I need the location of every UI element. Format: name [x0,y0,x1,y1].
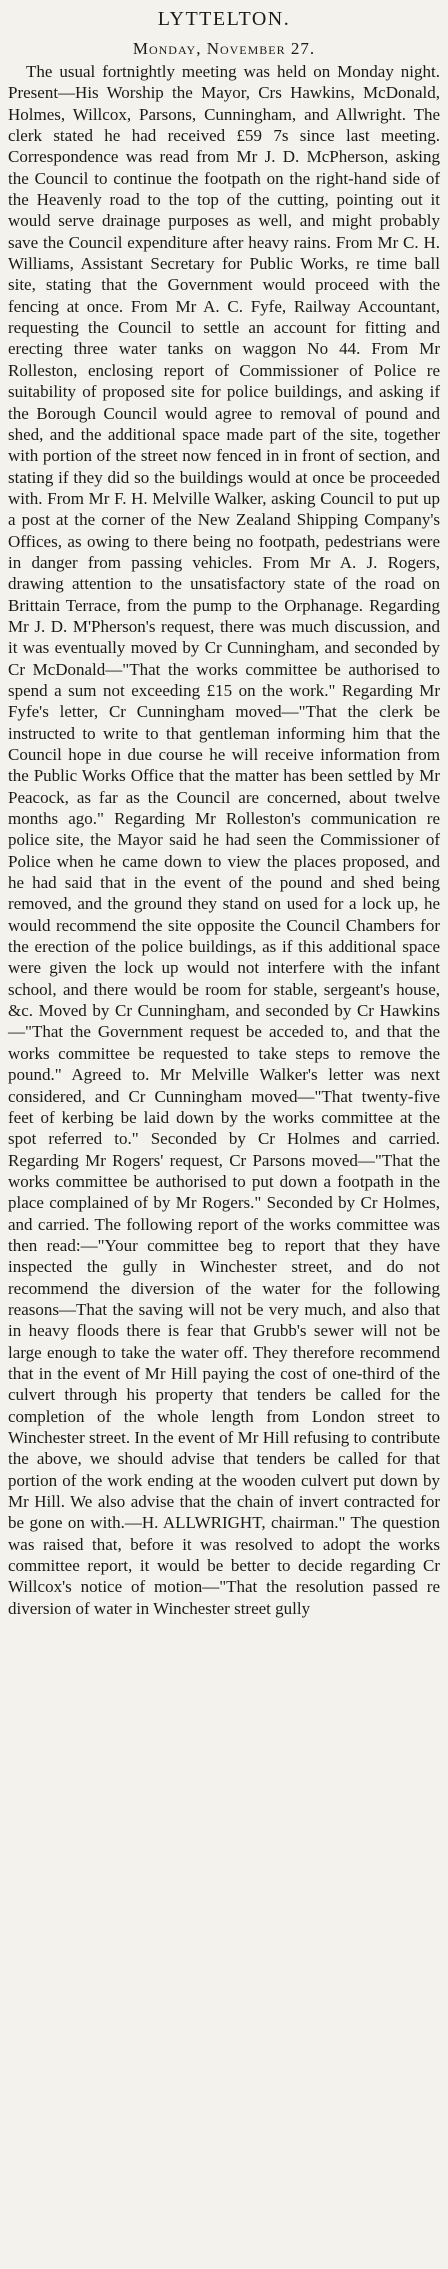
article-paragraph: The usual fortnightly meeting was held on Monday night. Present—His Worship the Mayor, Crs Hawkins, McDonald, Holmes, Willcox, Parsons, Cunningham, and Allwright. The clerk stated he had received £59 7s since last meeting. Correspondence was read from Mr J. D. McPherson, asking the Council to continue the footpath on the right-hand side of the Heavenly road to the top of the cutting, pointing out it would serve drainage purposes as well, and might probably save the Council expenditure after heavy rains. From Mr C. H. Williams, Assistant Secretary for Public Works, re time ball site, stating that the Government would proceed with the fencing at once. From Mr A. C. Fyfe, Railway Accountant, requesting the Council to settle an account for fitting and erecting three water tanks on waggon No 44. From Mr Rolleston, enclosing report of Commissioner of Police re suitability of proposed site for police buildings, and asking if the Borough Council would agree to removal of pound and shed, and the additional space made part of the site, together with portion of the street now fenced in in front of section, and stating if they did so the buildings would at once be proceeded with. From Mr F. H. Melville Walker, asking Council to put up a post at the corner of the New Zealand Shipping Company's Offices, as owing to there being no footpath, pedestrians were in danger from passing vehicles. From Mr A. J. Rogers, drawing attention to the unsatisfactory state of the road on Brittain Terrace, from the pump to the Orphanage. Regarding Mr J. D. M'Pherson's request, there was much discussion, and it was eventually moved by Cr Cunningham, and seconded by Cr McDonald—"That the works committee be authorised to spend a sum not exceeding £15 on the work." Regarding Mr Fyfe's letter, Cr Cunningham moved—"That the clerk be instructed to write to that gentleman informing him that the Council hope in due course he will receive information from the Public Works Office that the matter has been settled by Mr Peacock, as far as the Council are concerned, about twelve months ago." Regarding Mr Rolleston's communication re police site, the Mayor said he had seen the Commissioner of Police when he came down to view the places proposed, and he had said that in the event of the pound and shed being removed, and the ground they stand on used for a lock up, he would recommend the site opposite the Council Chambers for the erection of the police buildings, as if this additional space were given the lock up would not interfere with the infant school, and there would be room for stable, sergeant's house, &c. Moved by Cr Cunningham, and seconded by Cr Hawkins—"That the Government request be acceded to, and that the works committee be requested to take steps to remove the pound." Agreed to. Mr Melville Walker's letter was next considered, and Cr Cunningham moved—"That twenty-five feet of kerbing be laid down by the works committee at the spot referred to." Seconded by Cr Holmes and carried. Regarding Mr Rogers' request, Cr Parsons moved—"That the works committee be authorised to put down a footpath in the place complained of by Mr Rogers." Seconded by Cr Holmes, and carried. The following report of the works committee was then read:—"Your committee beg to report that they have inspected the gully in Winchester street, and do not recommend the diversion of the water for the following reasons—That the saving will not be very much, and also that in heavy floods there is fear that Grubb's sewer will not be large enough to take the water off. They therefore recommend that in the event of Mr Hill paying the cost of one-third of the culvert through his property that tenders be called for the completion of the whole length from London street to Winchester street. In the event of Mr Hill refusing to contribute the above, we should advise that tenders be called for that portion of the work ending at the wooden culvert put down by Mr Hill. We also advise that the chain of invert contracted for be gone on with.—H. ALLWRIGHT, chairman." The question was raised that, before it was resolved to adopt the works committee report, it would be better to decide regarding Cr Willcox's notice of motion—"That the resolution passed re diversion of water in Winchester street gully [8,62,440,1618]
article-dateline: Monday, November 27. [132,39,316,58]
article-body [8,61,440,1619]
article-headline: LYTTELTON. [157,8,291,30]
